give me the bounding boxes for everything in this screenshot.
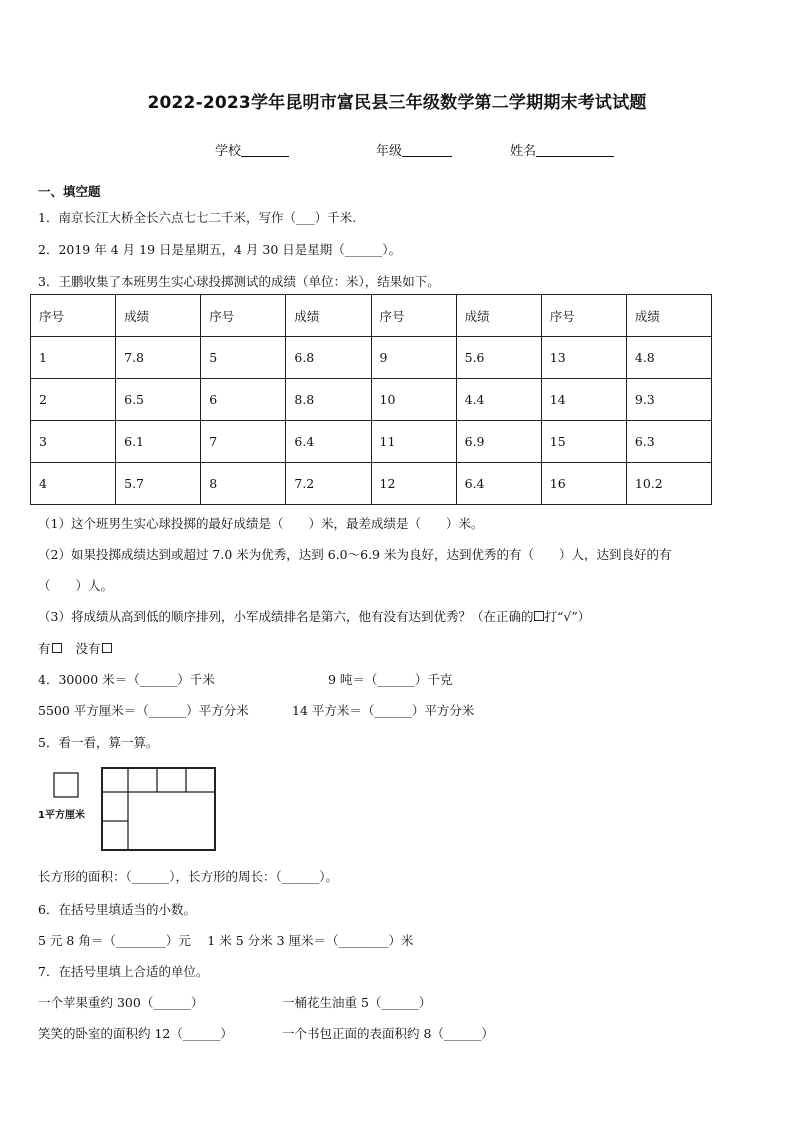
table-row <box>31 337 712 379</box>
table-cell: 7.8 <box>116 337 201 379</box>
table-cell: 6.1 <box>116 421 201 463</box>
name-field <box>510 140 614 159</box>
question-7: 7．在括号里填上合适的单位。 <box>38 964 209 979</box>
answer-options <box>38 639 112 657</box>
table-cell: 6.4 <box>456 463 541 505</box>
header-cell: 序号 <box>541 295 626 337</box>
name-label: 姓名 <box>510 144 537 159</box>
table-cell: 9.3 <box>626 379 711 421</box>
table-row <box>31 421 712 463</box>
question-6-line: 5 元 8 角＝（________）元 1 米 5 分米 3 厘米＝（________）米 <box>38 933 414 948</box>
scores-table <box>30 294 712 505</box>
header-cell: 成绩 <box>456 295 541 337</box>
table-cell: 5.6 <box>456 337 541 379</box>
question-6: 6．在括号里填适当的小数。 <box>38 902 196 917</box>
table-cell: 16 <box>541 463 626 505</box>
section-heading: 一、填空题 <box>38 184 101 199</box>
question-3-1: （1）这个班男生实心球投掷的最好成绩是（ ）米，最差成绩是（ ）米。 <box>38 516 484 531</box>
table-cell: 8.8 <box>286 379 371 421</box>
question-3-2: （2）如果投掷成绩达到或超过 7.0 米为优秀，达到 6.0～6.9 米为良好，达到优秀的有（ ）人，达到良好的有 <box>38 547 672 562</box>
grade-label: 年级 <box>376 144 403 159</box>
table-cell: 6.5 <box>116 379 201 421</box>
question-4-part-d: 14 平方米＝（______）平方分米 <box>292 703 475 718</box>
table-header-row <box>31 295 712 337</box>
header-cell: 序号 <box>201 295 286 337</box>
unit-square-label: 1平方厘米 <box>38 810 85 821</box>
question-7-d: 一个书包正面的表面积约 8（______） <box>282 1026 494 1041</box>
option-no-checkbox[interactable] <box>102 643 112 653</box>
table-cell: 8 <box>201 463 286 505</box>
table-cell: 7.2 <box>286 463 371 505</box>
option-no-label: 没有 <box>75 641 101 656</box>
table-cell: 6.3 <box>626 421 711 463</box>
table-cell: 9 <box>371 337 456 379</box>
question-5-answer: 长方形的面积：（______），长方形的周长：（______）。 <box>38 869 339 884</box>
table-cell: 5.7 <box>116 463 201 505</box>
table-cell: 11 <box>371 421 456 463</box>
question-3-3-suffix: 打“√”） <box>544 609 591 624</box>
school-label: 学校 <box>215 144 242 159</box>
table-cell: 4.8 <box>626 337 711 379</box>
table-cell: 13 <box>541 337 626 379</box>
question-4-a <box>38 670 215 688</box>
table-cell: 4.4 <box>456 379 541 421</box>
question-3-3-text: （3）将成绩从高到低的顺序排列，小军成绩排名是第六，他有没有达到优秀？（在正确的 <box>38 609 534 624</box>
header-cell: 序号 <box>31 295 116 337</box>
table-cell: 1 <box>31 337 116 379</box>
grade-field <box>376 140 452 159</box>
question-7-b: 一桶花生油重 5（______） <box>282 995 432 1010</box>
question-4-part-c: 5500 平方厘米＝（______）平方分米 <box>38 703 249 718</box>
question-4-number: 4． <box>38 672 59 687</box>
name-blank[interactable] <box>536 143 614 157</box>
school-blank[interactable] <box>241 143 289 157</box>
question-3: 3．王鹏收集了本班男生实心球投掷测试的成绩（单位：米），结果如下。 <box>38 274 440 289</box>
table-cell: 6.4 <box>286 421 371 463</box>
checkbox-icon <box>534 611 544 621</box>
table-cell: 6 <box>201 379 286 421</box>
school-field <box>215 140 289 159</box>
option-yes-checkbox[interactable] <box>52 643 62 653</box>
table-cell: 10 <box>371 379 456 421</box>
table-cell: 15 <box>541 421 626 463</box>
table-cell: 14 <box>541 379 626 421</box>
option-yes-label: 有 <box>38 641 51 656</box>
question-7-a: 一个苹果重约 300（______） <box>38 995 204 1010</box>
table-cell: 12 <box>371 463 456 505</box>
table-cell: 7 <box>201 421 286 463</box>
grid-figure <box>38 766 220 858</box>
header-cell: 成绩 <box>626 295 711 337</box>
question-3-3 <box>38 607 590 625</box>
table-cell: 2 <box>31 379 116 421</box>
table-cell: 10.2 <box>626 463 711 505</box>
header-cell: 成绩 <box>116 295 201 337</box>
header-cell: 成绩 <box>286 295 371 337</box>
question-4-part-b: 9 吨＝（______）千克 <box>328 672 453 687</box>
table-cell: 6.8 <box>286 337 371 379</box>
table-cell: 3 <box>31 421 116 463</box>
question-3-2-cont: （ ）人。 <box>38 578 114 593</box>
question-4-part-a: 30000 米＝（______）千米 <box>58 672 215 687</box>
table-row <box>31 379 712 421</box>
question-2: 2．2019 年 4 月 19 日是星期五，4 月 30 日是星期（______）。 <box>38 242 402 257</box>
table-cell: 4 <box>31 463 116 505</box>
table-cell: 6.9 <box>456 421 541 463</box>
grade-blank[interactable] <box>402 143 452 157</box>
question-1: 1．南京长江大桥全长六点七七二千米，写作（___）千米. <box>38 210 357 225</box>
question-7-c: 笑笑的卧室的面积约 12（______） <box>38 1026 233 1041</box>
header-cell: 序号 <box>371 295 456 337</box>
table-cell: 5 <box>201 337 286 379</box>
table-row <box>31 463 712 505</box>
question-5: 5．看一看，算一算。 <box>38 735 159 750</box>
page-title: 2022-2023学年昆明市富民县三年级数学第二学期期末考试试题 <box>147 93 647 113</box>
